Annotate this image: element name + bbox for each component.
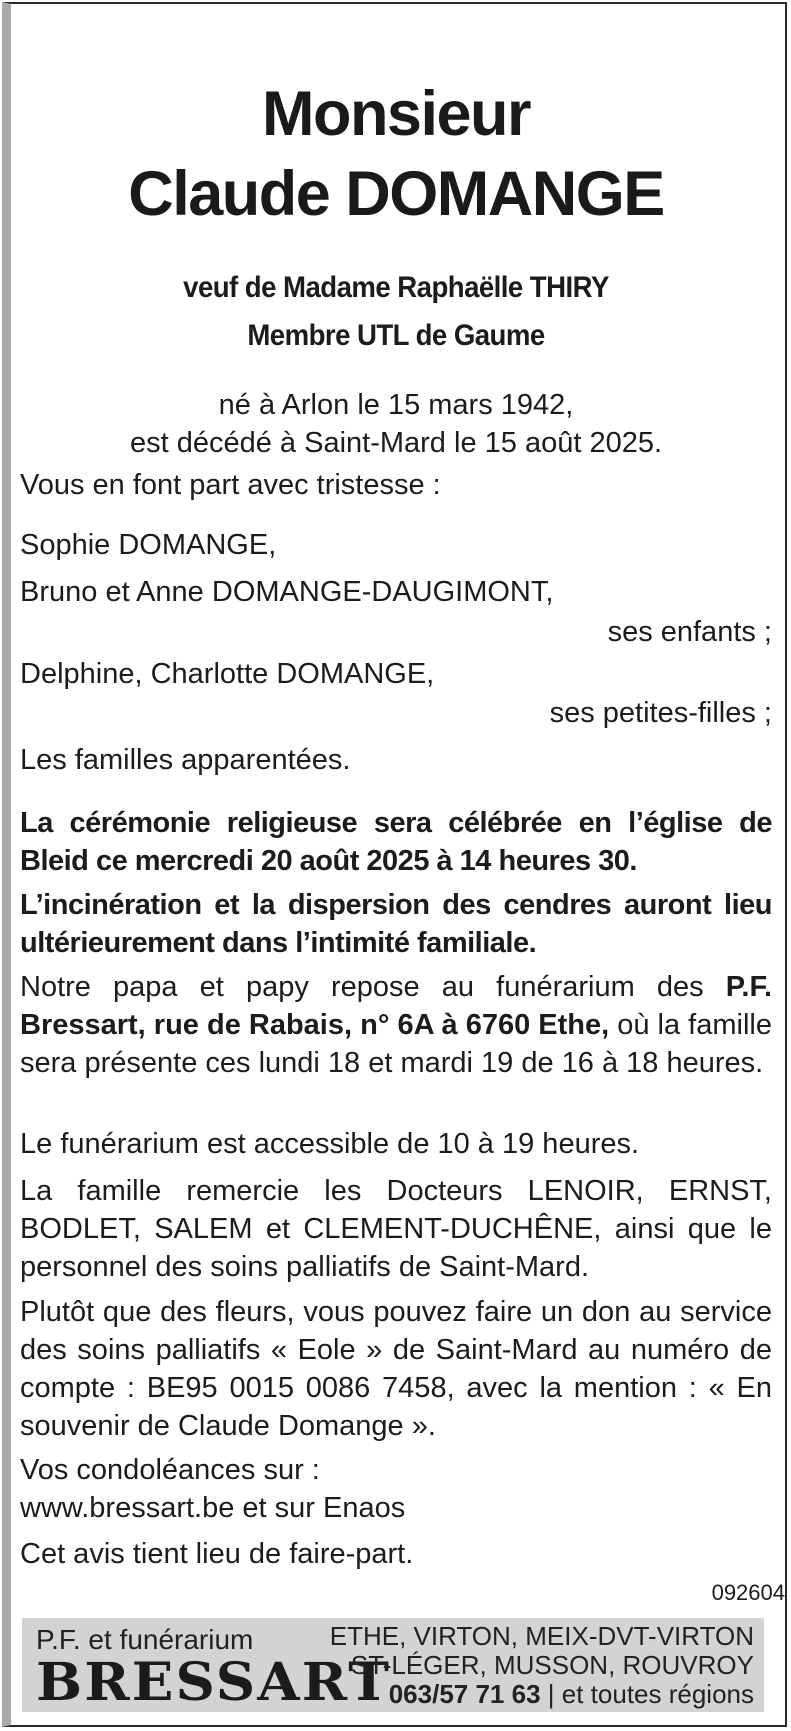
title-honorific: Monsieur [261,79,531,149]
condolences-line-2: www.bressart.be et sur Enaos [20,1492,406,1524]
relatives: Les familles apparentées. [20,744,351,776]
death-line: est décédé à Saint-Mard le 15 août 2025. [129,427,663,459]
hours-paragraph: Le funérarium est accessible de 10 à 19 heures. [20,1128,640,1160]
rest-text-end: où la famille sera présente ces lundi 18 et mardi 19 de 16 à 18 heures. [20,1009,772,1079]
condolences-line-1: Vos condoléances sur : [20,1454,320,1486]
phone-line [330,1680,754,1709]
brand-logo: BRESSART [36,1652,392,1713]
towns-line-1: ETHE, VIRTON, MEIX-DVT-VIRTON [329,1621,754,1651]
funeral-home-banner [22,1618,764,1712]
funerarium-paragraph [20,968,772,1082]
regions-text: et toutes régions [561,1679,754,1709]
phone-number: 063/57 71 63 [388,1679,541,1709]
ceremony-paragraph: La cérémonie religieuse sera célébrée en l’église de Bleid ce mercredi 20 août 2025 à 14 heures 30. [20,807,772,877]
separator: | [547,1679,555,1709]
dates-block [20,386,772,462]
footer-tagline: P.F. et funérarium [36,1624,254,1655]
funerarium-address: P.F. Bressart, rue de Rabais, n° 6A à 6760 Ethe, [20,971,772,1041]
membership-line: Membre UTL de Gaume [247,319,545,352]
thanks-paragraph: La famille remercie les Docteurs LENOIR, ERNST, BODLET, SALEM et CLEMENT-DUCHÊNE, ainsi que le personnel des soins palliatifs de Saint-Mard. [20,1175,772,1283]
title-fullname: Claude DOMANGE [128,159,664,229]
notice-code: 092604 [711,1580,785,1605]
subtitle-block [50,264,742,360]
children-role: ses enfants ; [607,616,772,648]
birth-line: né à Arlon le 15 mars 1942, [218,389,574,421]
deceased-name [20,74,772,234]
cremation-paragraph: L’incinération et la dispersion des cendres auront lieu ultérieurement dans l’intimité familiale. [20,889,772,959]
donation-paragraph: Plutôt que des fleurs, vous pouvez faire un don au service des soins palliatifs « Eole » de Saint-Mard au numéro de compte : BE95 0015 0086 7458, avec la mention : « En souvenir de Claude Domange ». [20,1296,772,1442]
widower-line: veuf de Madame Raphaëlle THIRY [183,271,609,304]
grandchildren-role: ses petites-filles ; [549,697,772,729]
grandchildren: Delphine, Charlotte DOMANGE, [20,658,435,690]
family-intro: Vous en font part avec tristesse : [20,469,441,501]
child-1: Sophie DOMANGE, [20,529,277,561]
notice-line: Cet avis tient lieu de faire-part. [20,1538,414,1570]
footer-contact [330,1622,754,1709]
rest-text: Notre papa et papy repose au funérarium des [20,971,726,1003]
child-2: Bruno et Anne DOMANGE-DAUGIMONT, [20,576,554,608]
towns-line-2: ST-LÉGER, MUSSON, ROUVROY [350,1650,754,1680]
